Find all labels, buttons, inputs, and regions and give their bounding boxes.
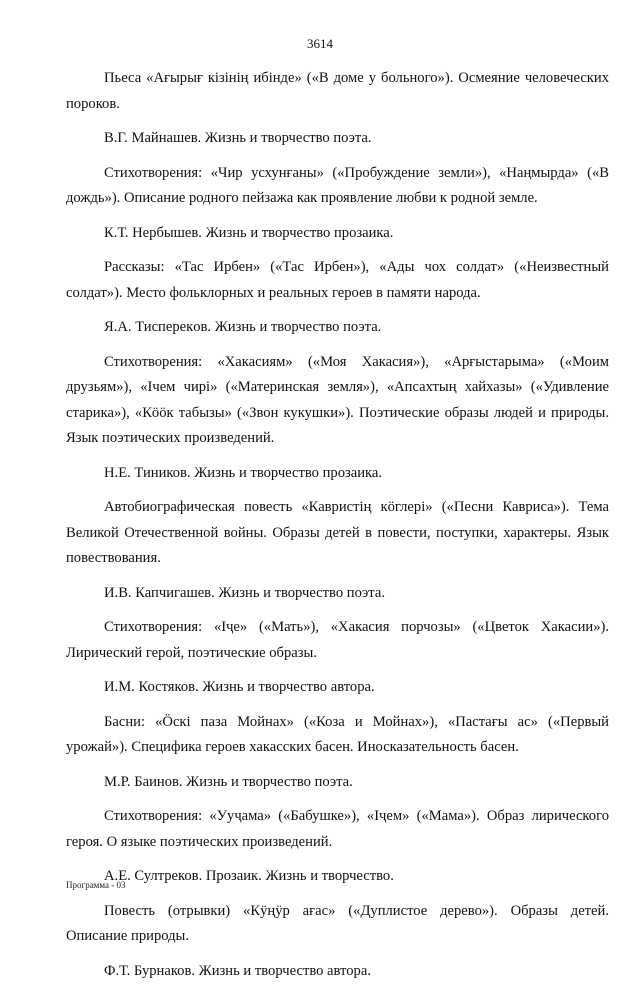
paragraph-11: Стихотворения: «Іҷе» («Мать»), «Хакасия порчозы» («Цветок Хакасии»). Лирический герой, поэтические образы. bbox=[66, 619, 609, 661]
paragraph-1: Пьеса «Ағырығ кізінің ибінде» («В доме у больного»). Осмеяние человеческих пороков. bbox=[66, 70, 609, 112]
paragraph-7: Стихотворения: «Хакасиям» («Моя Хакасия»), «Арғыстарыма» («Моим друзьям»), «Ічем чирі» («Материнская земля»), «Апсахтың хайхазы» («Удивление старика»), «Кӧӧк табызы» («Звон кукушки»). Поэтические образы людей и природы. Язык поэтических произведений. bbox=[66, 353, 609, 446]
paragraph-15: Стихотворения: «Ууҷама» («Бабушке»), «Іҷем» («Мама»). Образ лирического героя. О языке поэтических произведений. bbox=[66, 808, 609, 850]
paragraph-5: Рассказы: «Тас Ирбен» («Тас Ирбен»), «Ады чох солдат» («Неизвестный солдат»). Место фольклорных и реальных героев в памяти народа. bbox=[66, 259, 609, 301]
footer-label: Программа - 03 bbox=[66, 880, 126, 890]
paragraph-9: Автобиографическая повесть «Кавристің кӧглері» («Песни Кавриса»). Тема Великой Отечественной войны. Образы детей в повести, поступки, характеры. Язык повествования. bbox=[66, 499, 609, 566]
page-number: 3614 bbox=[307, 36, 333, 51]
paragraph-16: А.Е. Султреков. Прозаик. Жизнь и творчество. bbox=[104, 868, 394, 884]
paragraph-13: Басни: «Ӧскі паза Мойнах» («Коза и Мойнах»), «Пастағы ас» («Первый урожай»). Специфика героев хакасских басен. Иносказательность басен. bbox=[66, 713, 609, 755]
paragraph-12: И.М. Костяков. Жизнь и творчество автора. bbox=[104, 679, 375, 695]
paragraph-2: В.Г. Майнашев. Жизнь и творчество поэта. bbox=[104, 130, 372, 146]
paragraph-3: Стихотворения: «Чир усхунғаны» («Пробуждение земли»), «Наңмырда» («В дождь»). Описание родного пейзажа как проявление любви к родной земле. bbox=[66, 164, 609, 206]
paragraph-6: Я.А. Тисперекoв. Жизнь и творчество поэта. bbox=[104, 319, 382, 335]
paragraph-14: М.Р. Баинов. Жизнь и творчество поэта. bbox=[104, 773, 353, 790]
document-body bbox=[66, 66, 609, 993]
paragraph-4: К.Т. Нербышев. Жизнь и творчество прозаика. bbox=[104, 224, 394, 241]
paragraph-18: Ф.Т. Бурнаков. Жизнь и творчество автора. bbox=[104, 962, 371, 979]
paragraph-17: Повесть (отрывки) «Кӱңӱр ағас» («Дуплистое дерево»). Образы детей. Описание природы. bbox=[66, 902, 609, 944]
paragraph-10: И.В. Капчигашев. Жизнь и творчество поэта. bbox=[104, 584, 385, 601]
paragraph-8: Н.Е. Тиников. Жизнь и творчество прозаика. bbox=[104, 464, 383, 481]
